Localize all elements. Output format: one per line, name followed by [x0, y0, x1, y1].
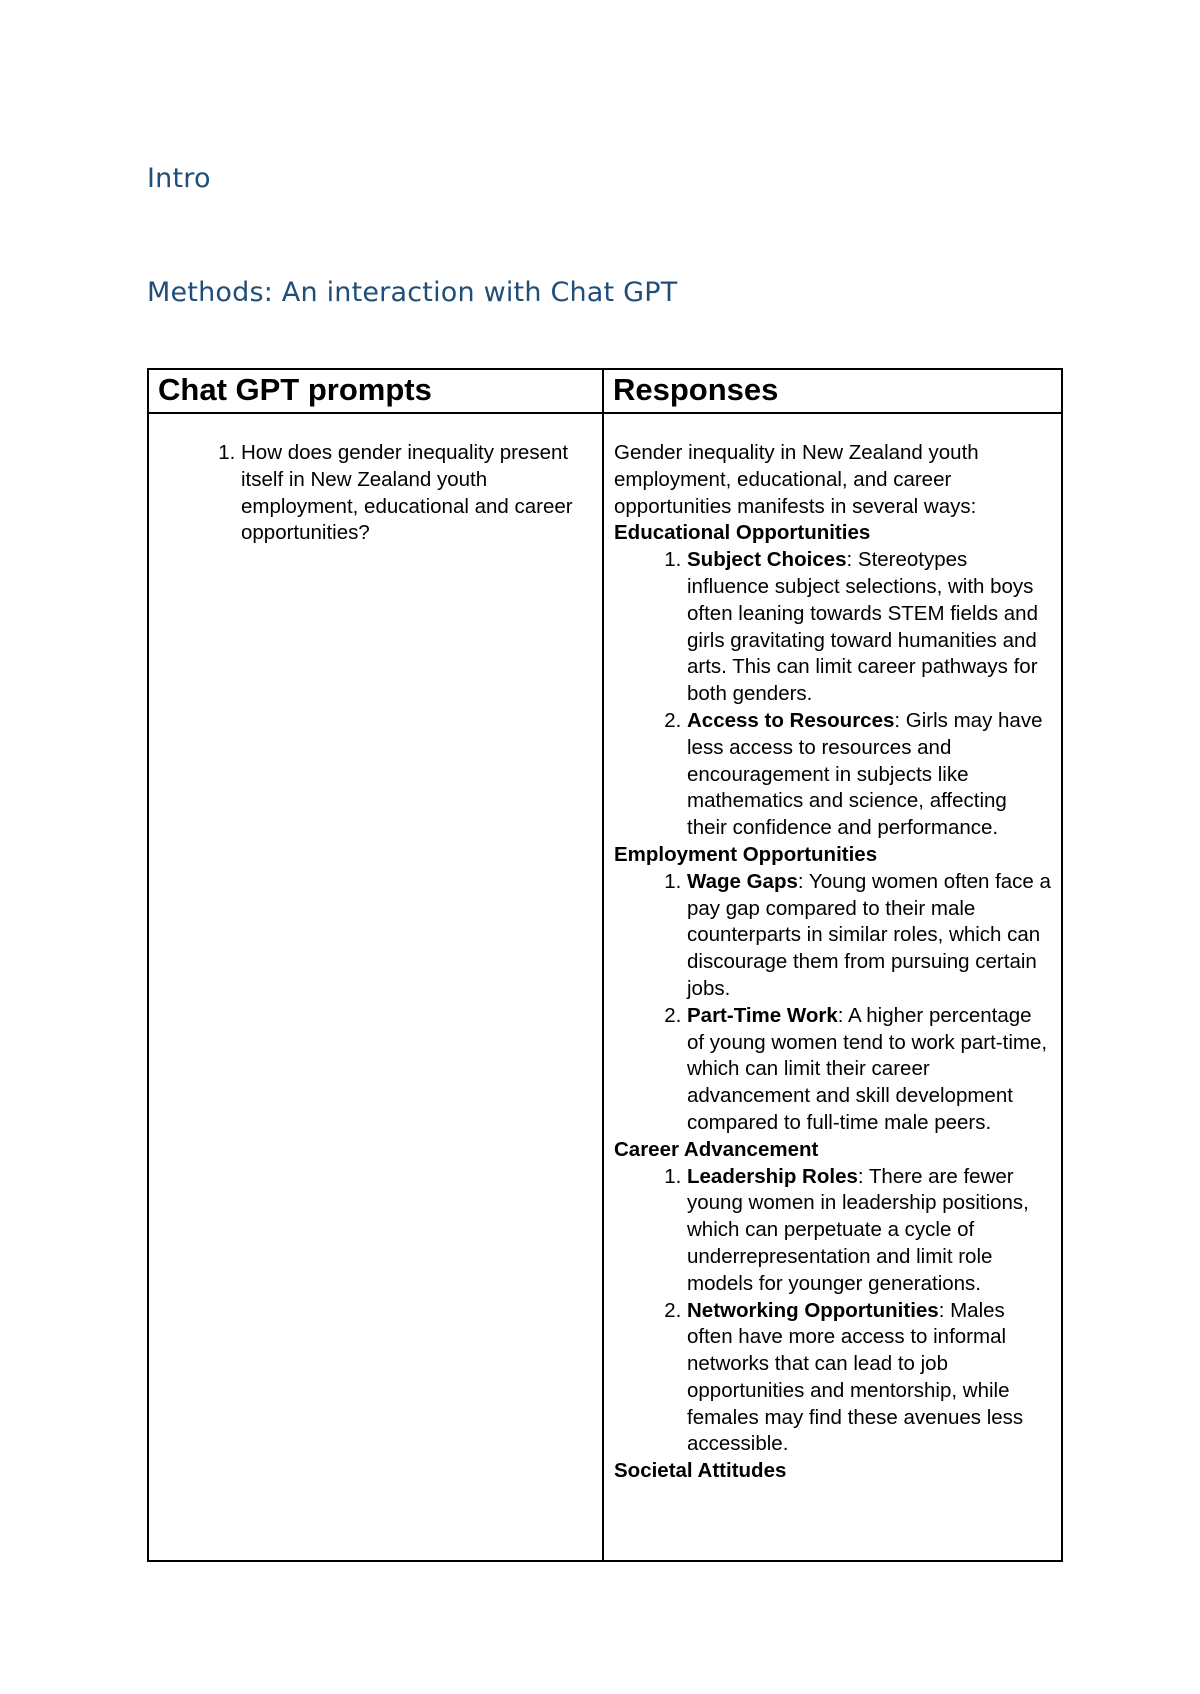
list-item: [687, 869, 1051, 1003]
methods-heading: Methods: An interaction with Chat GPT: [147, 277, 678, 308]
list-item: [687, 708, 1051, 842]
prompts-column-header: Chat GPT prompts: [148, 369, 603, 413]
item-term: Part-Time Work: [687, 1003, 838, 1027]
list-item: [687, 1003, 1051, 1137]
response-intro: Gender inequality in New Zealand youth employment, educational, and career opportunities manifests in several ways:: [614, 441, 979, 518]
item-term: Networking Opportunities: [687, 1298, 939, 1322]
educational-list: [614, 547, 1051, 842]
chat-gpt-table: [147, 368, 1063, 1562]
section-title-societal: Societal Attitudes: [614, 1459, 787, 1483]
item-text: : Girls may have less access to resources and encouragement in subjects like mathematics and science, affecting their confidence and performance.: [687, 708, 1043, 840]
item-term: Subject Choices: [687, 548, 847, 572]
employment-list: [614, 869, 1051, 1137]
career-list: [614, 1164, 1051, 1459]
item-term: Leadership Roles: [687, 1164, 858, 1188]
intro-heading: Intro: [147, 163, 211, 194]
responses-cell: [603, 413, 1062, 1561]
table-header-row: [148, 369, 1062, 413]
prompt-list: [159, 440, 592, 547]
list-item: [687, 547, 1051, 708]
section-title-educational: Educational Opportunities: [614, 521, 871, 545]
section-title-career: Career Advancement: [614, 1137, 819, 1161]
item-text: : Stereotypes influence subject selections, with boys often leaning towards STEM fields and girls gravitating toward humanities and arts. This can limit career pathways for both genders.: [687, 548, 1038, 706]
prompt-item: 1. How does gender inequality present itself in New Zealand youth employment, educational and career opportunities?: [241, 440, 592, 547]
section-title-employment: Employment Opportunities: [614, 842, 878, 866]
table-row: [148, 413, 1062, 1561]
item-text: : Males often have more access to informal networks that can lead to job opportunities and mentorship, while females may find these avenues less accessible.: [687, 1298, 1024, 1456]
list-item: [687, 1164, 1051, 1298]
item-text: : A higher percentage of young women tend to work part-time, which can limit their career advancement and skill development compared to full-time male peers.: [687, 1003, 1048, 1134]
item-term: Wage Gaps: [687, 869, 798, 893]
responses-column-header: Responses: [603, 369, 1062, 413]
item-text: : Young women often face a pay gap compared to their male counterparts in similar roles, which can discourage them from pursuing certain jobs.: [687, 869, 1051, 1000]
item-text: : There are fewer young women in leadership positions, which can perpetuate a cycle of underrepresentation and limit role models for younger generations.: [687, 1164, 1029, 1295]
list-item: [687, 1298, 1051, 1459]
item-term: Access to Resources: [687, 708, 895, 732]
prompts-cell: [148, 413, 603, 1561]
